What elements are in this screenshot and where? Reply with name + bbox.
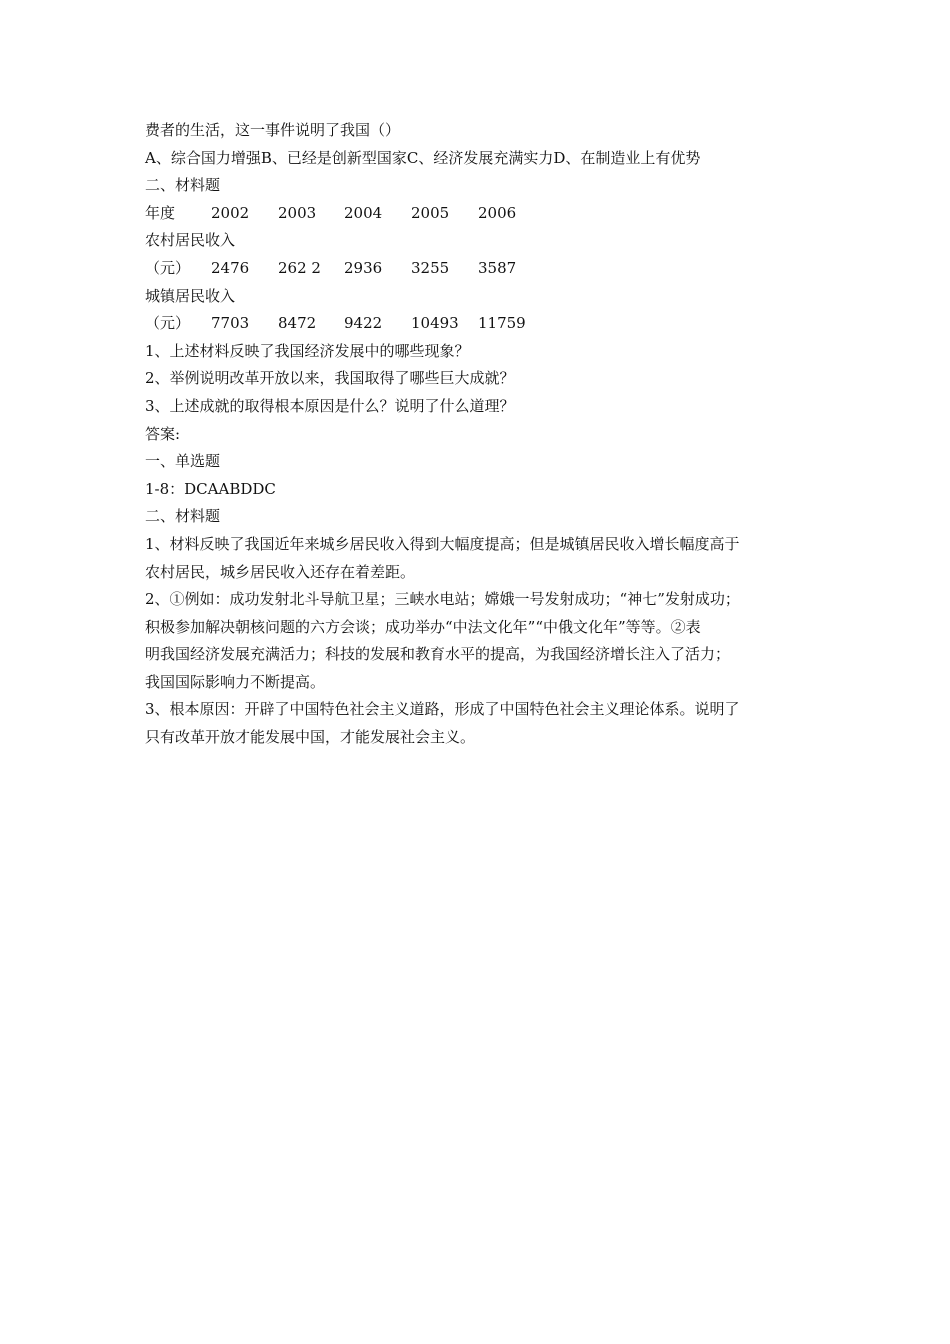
material-question-3: 3、上述成就的取得根本原因是什么？说明了什么道理？ [145,396,515,415]
answer-3-line: 3、根本原因：开辟了中国特色社会主义道路，形成了中国特色社会主义理论体系。说明了 [145,700,740,719]
single-choice-heading: 一、单选题 [145,452,221,471]
answer-1-line: 农村居民，城乡居民收入还存在着差距。 [145,562,416,581]
income-cell: 9422 [344,314,383,333]
income-cell: 2936 [344,258,383,277]
income-cell: 2476 [211,258,250,277]
unit-label: （元） [145,258,191,277]
answer-2-line: 我国国际影响力不断提高。 [145,672,326,691]
year-row [145,200,825,228]
question-options: A、综合国力增强B、已经是创新型国家C、经济发展充满实力D、在制造业上有优势 [145,148,701,167]
material-question-2: 2、举例说明改革开放以来，我国取得了哪些巨大成就？ [145,369,515,388]
rural-income-row [145,255,825,283]
material-question-1: 1、上述材料反映了我国经济发展中的哪些现象？ [145,341,470,360]
material-heading: 二、材料题 [145,176,221,195]
year-cell: 2002 [211,203,250,222]
answer-2-line: 2、①例如：成功发射北斗导航卫星；三峡水电站；嫦娥一号发射成功；“神七”发射成功； [145,590,740,609]
year-label: 年度 [145,203,176,222]
income-cell: 10493 [411,314,459,333]
answer-1-line: 1、材料反映了我国近年来城乡居民收入得到大幅度提高；但是城镇居民收入增长幅度高于 [145,534,740,553]
rural-income-label: 农村居民收入 [145,231,236,250]
income-cell: 262 2 [278,258,321,277]
year-cell: 2004 [344,203,383,222]
material-answers-heading: 二、材料题 [145,507,221,526]
income-cell: 8472 [278,314,317,333]
income-cell: 3587 [478,258,517,277]
answers-heading: 答案: [145,424,181,443]
answer-2-line: 明我国经济发展充满活力；科技的发展和教育水平的提高，为我国经济增长注入了活力； [145,645,731,664]
income-cell: 7703 [211,314,250,333]
question-stem: 费者的生活，这一事件说明了我国（） [145,121,401,139]
urban-income-row [145,310,825,338]
year-cell: 2003 [278,203,317,222]
year-cell: 2005 [411,203,450,222]
answer-3-line: 只有改革开放才能发展中国，才能发展社会主义。 [145,728,476,747]
single-choice-answers: 1-8：DCAABDDC [145,479,276,498]
income-cell: 11759 [478,314,526,333]
year-cell: 2006 [478,203,517,222]
urban-income-label: 城镇居民收入 [145,286,236,305]
unit-label: （元） [145,314,191,333]
income-cell: 3255 [411,258,450,277]
answer-2-line: 积极参加解决朝核问题的六方会谈；成功举办“中法文化年”“中俄文化年”等等。②表 [145,617,701,636]
document-page [145,117,825,752]
